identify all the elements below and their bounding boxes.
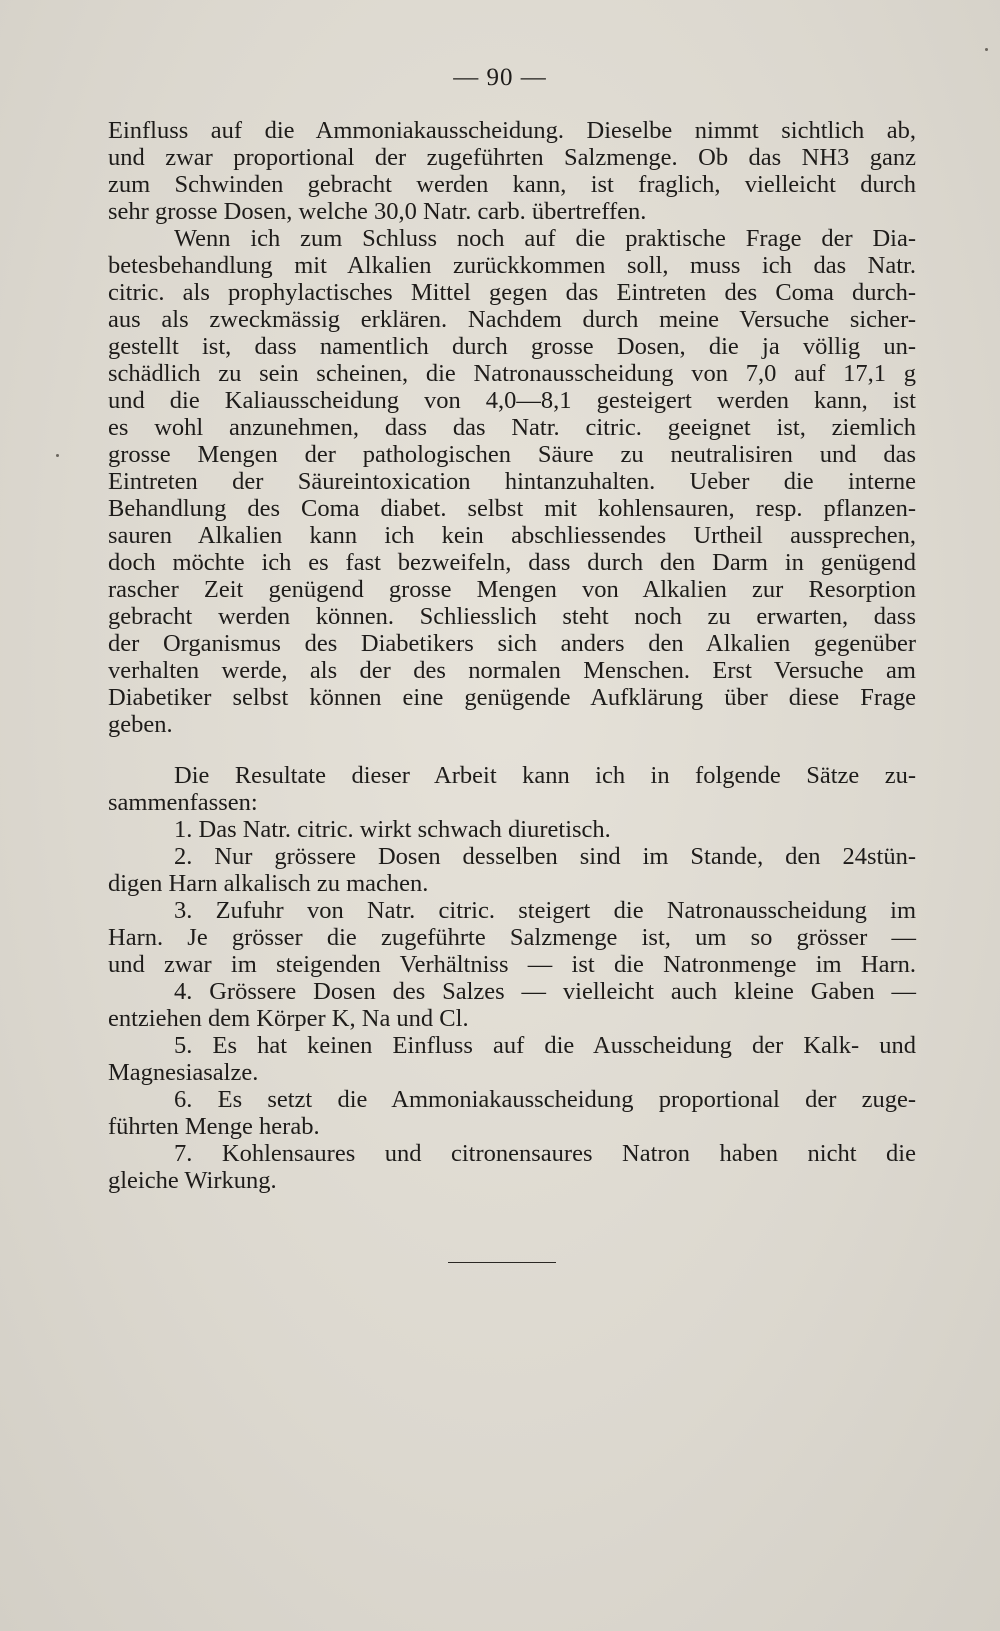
text-line: 4. Grössere Dosen des Salzes — vielleicht auch kleine Gaben — [174, 978, 916, 1005]
text-line: und zwar proportional der zugeführten Salzmenge. Ob das NH3 ganz [108, 144, 916, 171]
text-line: 1. Das Natr. citric. wirkt schwach diuretisch. [174, 816, 611, 843]
text-line: digen Harn alkalisch zu machen. [108, 870, 429, 897]
text-line: Harn. Je grösser die zugeführte Salzmenge ist, um so grösser — [108, 924, 916, 951]
text-line: Behandlung des Coma diabet. selbst mit kohlensauren, resp. pflanzen- [108, 495, 916, 522]
text-line: und die Kaliausscheidung von 4,0—8,1 gesteigert werden kann, ist [108, 387, 916, 414]
paper-speck [56, 454, 59, 457]
text-line: es wohl anzunehmen, dass das Natr. citric. geeignet ist, ziemlich [108, 414, 916, 441]
text-line: gestellt ist, dass namentlich durch grosse Dosen, die ja völlig un- [108, 333, 916, 360]
body-text [108, 117, 916, 1194]
text-line: 2. Nur grössere Dosen desselben sind im Stande, den 24stün- [174, 843, 916, 870]
text-line: Die Resultate dieser Arbeit kann ich in folgende Sätze zu- [174, 762, 916, 789]
text-line: entziehen dem Körper K, Na und Cl. [108, 1005, 469, 1032]
text-line: aus als zweckmässig erklären. Nachdem durch meine Versuche sicher- [108, 306, 916, 333]
text-line: doch möchte ich es fast bezweifeln, dass durch den Darm in genügend [108, 549, 916, 576]
text-line: 7. Kohlensaures und citronensaures Natron haben nicht die [174, 1140, 916, 1167]
text-line: grosse Mengen der pathologischen Säure zu neutralisiren und das [108, 441, 916, 468]
text-line: zum Schwinden gebracht werden kann, ist fraglich, vielleicht durch [108, 171, 916, 198]
text-line: 5. Es hat keinen Einfluss auf die Ausscheidung der Kalk- und [174, 1032, 916, 1059]
text-line: betesbehandlung mit Alkalien zurückkommen soll, muss ich das Natr. [108, 252, 916, 279]
text-line: 3. Zufuhr von Natr. citric. steigert die Natronausscheidung im [174, 897, 916, 924]
text-line: der Organismus des Diabetikers sich anders den Alkalien gegenüber [108, 630, 916, 657]
paper-speck [985, 48, 988, 51]
text-line: Magnesiasalze. [108, 1059, 259, 1086]
text-line: Diabetiker selbst können eine genügende Aufklärung über diese Frage [108, 684, 916, 711]
text-line: citric. als prophylactisches Mittel gegen das Eintreten des Coma durch- [108, 279, 916, 306]
end-rule [448, 1262, 556, 1263]
text-line: 6. Es setzt die Ammoniakausscheidung proportional der zuge- [174, 1086, 916, 1113]
text-line: verhalten werde, als der des normalen Menschen. Erst Versuche am [108, 657, 916, 684]
text-line: sammenfassen: [108, 789, 258, 816]
text-line: rascher Zeit genügend grosse Mengen von Alkalien zur Resorption [108, 576, 916, 603]
text-line: sehr grosse Dosen, welche 30,0 Natr. carb. übertreffen. [108, 198, 647, 225]
text-line: Wenn ich zum Schluss noch auf die praktische Frage der Dia- [174, 225, 916, 252]
text-line: sauren Alkalien kann ich kein abschliessendes Urtheil aussprechen, [108, 522, 916, 549]
text-line: führten Menge herab. [108, 1113, 320, 1140]
text-line: schädlich zu sein scheinen, die Natronausscheidung von 7,0 auf 17,1 g [108, 360, 916, 387]
text-line: und zwar im steigenden Verhältniss — ist die Natronmenge im Harn. [108, 951, 916, 978]
text-line: Eintreten der Säureintoxication hintanzuhalten. Ueber die interne [108, 468, 916, 495]
text-line: Einfluss auf die Ammoniakausscheidung. Dieselbe nimmt sichtlich ab, [108, 117, 916, 144]
text-line: geben. [108, 711, 173, 738]
text-line: gleiche Wirkung. [108, 1167, 277, 1194]
text-line: gebracht werden können. Schliesslich steht noch zu erwarten, dass [108, 603, 916, 630]
page-number: — 90 — [453, 64, 547, 91]
paragraph-gap [108, 738, 916, 762]
